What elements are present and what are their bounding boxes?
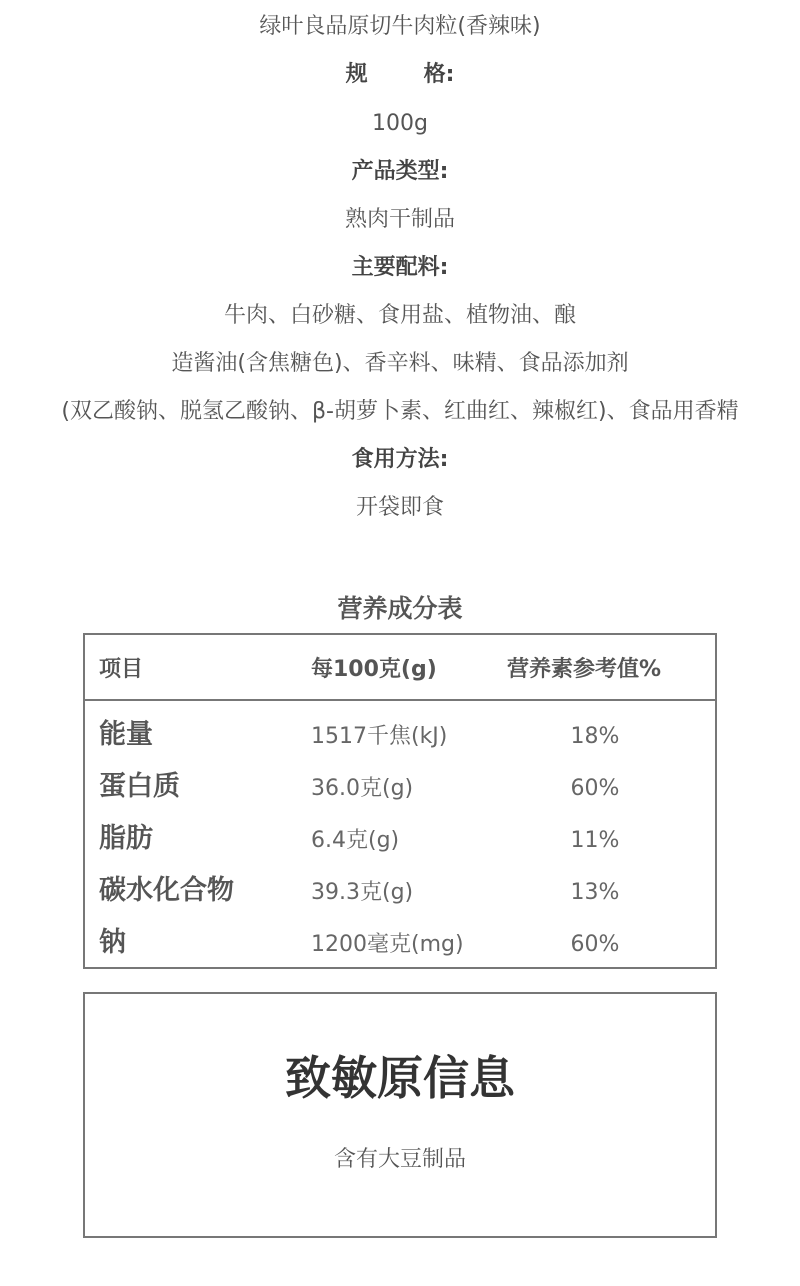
table-row xyxy=(85,709,715,761)
spec-label-part-1: 规 xyxy=(345,62,368,87)
nutrition-table-header xyxy=(85,635,715,701)
header-nrv: 营养素参考值% xyxy=(507,657,662,682)
header-per-100g: 每100克(g) xyxy=(311,657,437,682)
row-value: 1200毫克(mg) xyxy=(311,932,464,957)
row-name: 蛋白质 xyxy=(99,771,180,802)
row-value: 39.3克(g) xyxy=(311,880,414,905)
row-name: 脂肪 xyxy=(99,823,153,854)
type-label: 产品类型: xyxy=(351,159,449,184)
ingredients-line-1: 牛肉、白砂糖、食用盐、植物油、酿 xyxy=(223,303,576,328)
product-name: 绿叶良品原切牛肉粒(香辣味) xyxy=(259,14,541,39)
row-name: 碳水化合物 xyxy=(99,875,234,906)
row-nrv: 60% xyxy=(570,932,620,957)
spec-label-part-2: 格: xyxy=(423,62,455,87)
type-value: 熟肉干制品 xyxy=(344,207,455,232)
usage-value: 开袋即食 xyxy=(355,495,444,520)
row-value: 1517千焦(kJ) xyxy=(311,724,448,749)
table-row xyxy=(85,761,715,813)
table-row xyxy=(85,813,715,865)
row-nrv: 13% xyxy=(570,880,620,905)
row-nrv: 60% xyxy=(570,776,620,801)
row-name: 能量 xyxy=(99,719,153,750)
nutrition-table xyxy=(83,633,717,969)
row-nrv: 11% xyxy=(570,828,620,853)
allergen-text: 含有大豆制品 xyxy=(333,1147,466,1172)
allergen-box xyxy=(83,992,717,1238)
table-row xyxy=(85,917,715,969)
allergen-title: 致敏原信息 xyxy=(285,1051,515,1105)
header-item: 项目 xyxy=(99,657,144,682)
row-value: 36.0克(g) xyxy=(311,776,414,801)
table-row xyxy=(85,865,715,917)
spec-value: 100g xyxy=(372,111,428,136)
spec-label xyxy=(0,59,800,91)
usage-label: 食用方法: xyxy=(351,447,449,472)
ingredients-line-2: 造酱油(含焦糖色)、香辛料、味精、食品添加剂 xyxy=(171,351,629,376)
row-nrv: 18% xyxy=(570,724,620,749)
ingredients-label: 主要配料: xyxy=(351,255,449,280)
ingredients-line-3: (双乙酸钠、脱氢乙酸钠、β-胡萝卜素、红曲红、辣椒红)、食品用香精 xyxy=(61,399,739,424)
nutrition-title: 营养成分表 xyxy=(337,594,463,623)
row-value: 6.4克(g) xyxy=(311,828,400,853)
row-name: 钠 xyxy=(99,927,126,958)
